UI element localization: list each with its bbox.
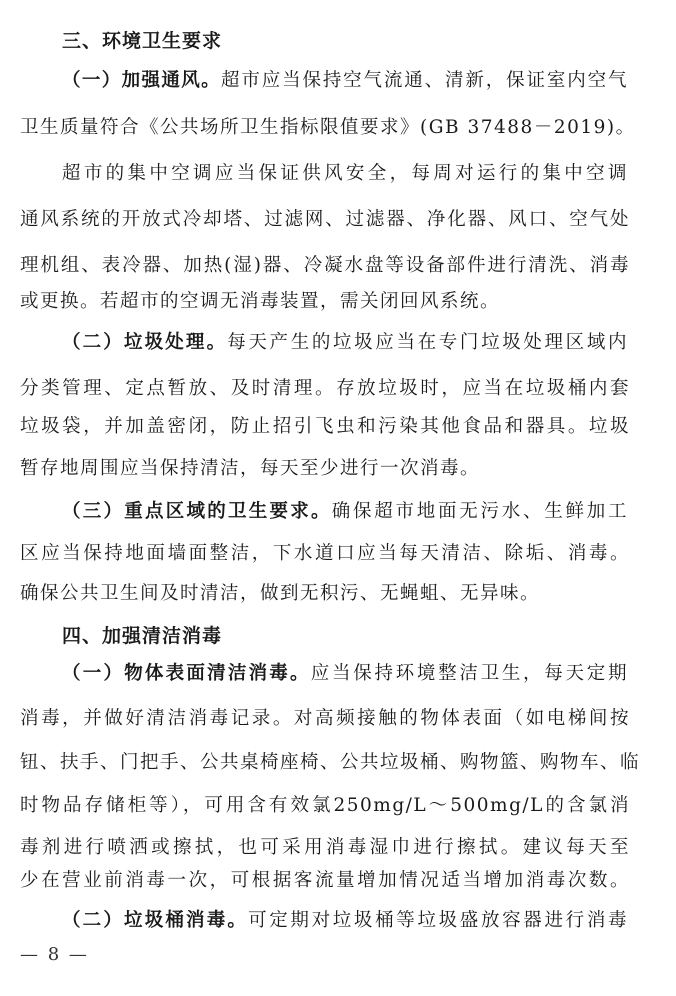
paragraph-surface-disinfection-line: 毒剂进行喷洒或擦拭，也可采用消毒湿巾进行擦拭。建议每天至 (20, 837, 630, 858)
section-3-heading: 三、环境卫生要求 (62, 30, 223, 52)
paragraph-surface-disinfection-line: 消毒，并做好清洁消毒记录。对高频接触的物体表面（如电梯间按 (20, 708, 630, 729)
section-4-heading: 四、加强清洁消毒 (62, 625, 223, 647)
page-number: — 8 — (20, 944, 89, 965)
paragraph-surface-disinfection-line: 钮、扶手、门把手、公共桌椅座椅、公共垃圾桶、购物篮、购物车、临 (20, 752, 641, 773)
subsection-surface-disinfection-title: （一）物体表面清洁消毒。 (62, 663, 311, 684)
paragraph-surface-disinfection-line: （一）物体表面清洁消毒。应当保持环境整洁卫生，每天定期 (62, 663, 628, 684)
paragraph-garbage-line: 垃圾袋，并加盖密闭，防止招引飞虫和污染其他食品和器具。垃圾 (20, 416, 630, 437)
paragraph-aircon-line: 通风系统的开放式冷却塔、过滤网、过滤器、净化器、风口、空气处 (20, 209, 630, 230)
subsection-bin-disinfection-title: （二）垃圾桶消毒。 (62, 910, 249, 931)
paragraph-key-areas-line: 确保公共卫生间及时清洁，做到无积污、无蝇蛆、无异味。 (20, 583, 541, 604)
paragraph-aircon-line: 超市的集中空调应当保证供风安全，每周对运行的集中空调 (62, 163, 628, 184)
paragraph-garbage-line: 分类管理、定点暂放、及时清理。存放垃圾时，应当在垃圾桶内套 (20, 378, 630, 399)
paragraph-garbage-line: （二）垃圾处理。每天产生的垃圾应当在专门垃圾处理区域内 (62, 332, 628, 353)
paragraph-bin-disinfection-line: （二）垃圾桶消毒。可定期对垃圾桶等垃圾盛放容器进行消毒 (62, 910, 628, 931)
paragraph-ventilation-line: 卫生质量符合《公共场所卫生指标限值要求》(GB 37488－2019)。 (20, 117, 636, 138)
subsection-garbage-title: （二）垃圾处理。 (62, 332, 228, 353)
subsection-key-areas-title: （三）重点区域的卫生要求。 (62, 501, 332, 522)
subsection-ventilation-title: （一）加强通风。 (62, 70, 221, 91)
paragraph-aircon-line: 或更换。若超市的空调无消毒装置，需关闭回风系统。 (20, 291, 501, 312)
paragraph-key-areas-line: （三）重点区域的卫生要求。确保超市地面无污水、生鲜加工 (62, 501, 628, 522)
paragraph-surface-disinfection-line: 时物品存储柜等），可用含有效氯250mg/L～500mg/L的含氯消 (20, 795, 630, 816)
paragraph-garbage-line: 暂存地周围应当保持清洁，每天至少进行一次消毒。 (20, 458, 481, 479)
paragraph-key-areas-line: 区应当保持地面墙面整洁，下水道口应当每天清洁、除垢、消毒。 (20, 543, 630, 564)
paragraph-surface-disinfection-line: 少在营业前消毒一次，可根据客流量增加情况适当增加消毒次数。 (20, 870, 630, 891)
paragraph-aircon-line: 理机组、表冷器、加热(湿)器、冷凝水盘等设备部件进行清洗、消毒 (20, 255, 630, 276)
paragraph-ventilation-line: （一）加强通风。超市应当保持空气流通、清新，保证室内空气 (62, 70, 628, 91)
